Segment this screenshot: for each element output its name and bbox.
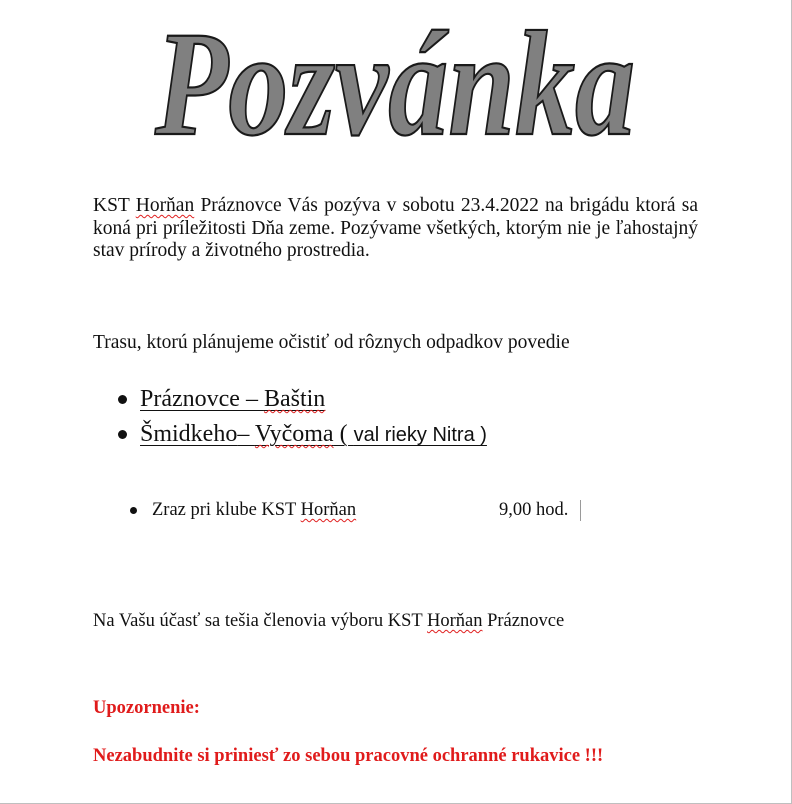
route-1-start: Práznovce –: [140, 386, 264, 412]
intro-org: KST: [93, 195, 130, 216]
route-2-dash: –: [237, 421, 255, 447]
route-2-end: Vyčoma: [254, 421, 334, 447]
intro-paragraph: [93, 195, 698, 263]
bullet-dot-icon: [130, 507, 137, 514]
bullet-dot-icon: [118, 430, 127, 439]
route-2-start: Šmidkeho: [140, 421, 238, 447]
warning-heading: Upozornenie:: [93, 698, 200, 718]
text-cursor: [580, 500, 581, 521]
title-wordart: [0, 0, 792, 150]
document-title: Pozvánka: [154, 1, 635, 150]
closing-prefix: Na Vašu účasť sa tešia členovia výboru KST: [93, 611, 427, 631]
route-intro: Trasu, ktorú plánujeme očistiť od rôznych odpadkov povedie: [93, 332, 570, 353]
intro-org-name: Horňan: [135, 195, 195, 216]
route-1-end: Baštin: [263, 386, 326, 412]
meeting-label-name: Horňan: [300, 500, 357, 520]
closing-name: Horňan: [427, 611, 483, 631]
route-2-note: val rieky Nitra ): [353, 424, 487, 446]
bullet-dot-icon: [118, 395, 127, 404]
warning-text: Nezabudnite si priniesť zo sebou pracovné ochranné rukavice !!!: [93, 746, 604, 766]
closing-line: [93, 609, 564, 633]
meeting-label: Zraz pri klube KST: [152, 500, 301, 520]
meeting-time: 9,00 hod.: [499, 500, 569, 520]
closing-suffix: Práznovce: [482, 611, 565, 631]
intro-rest: Práznovce Vás pozýva v sobotu 23.4.2022 na brigádu ktorá sa koná pri príležitosti Dňa zeme. Pozývame všetkých, ktorým nie je ľahostajný stav prírody a životného prostredia.: [93, 195, 699, 261]
route-2-paren: (: [333, 421, 354, 447]
